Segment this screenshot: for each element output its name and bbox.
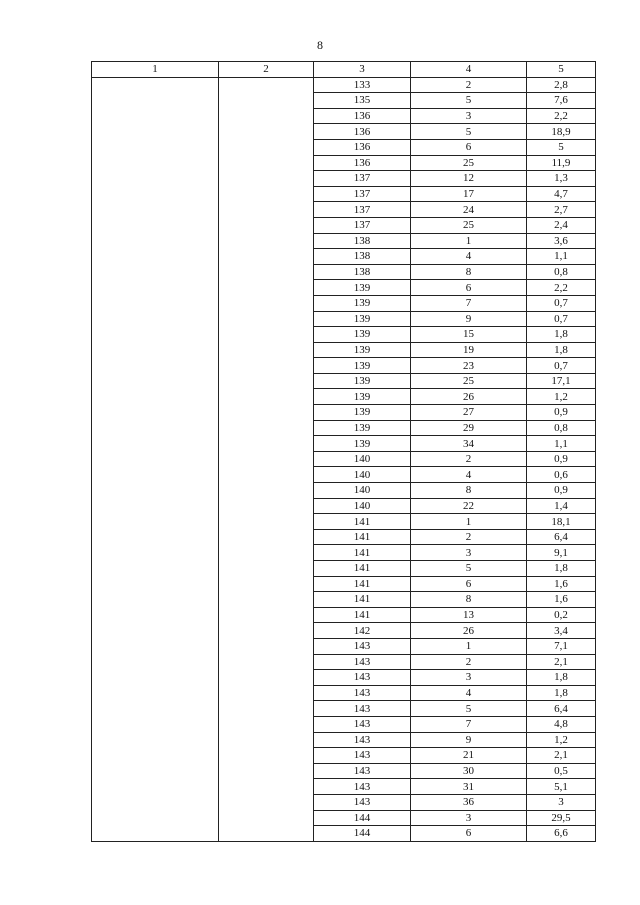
column-5-cell: 1,6 xyxy=(527,576,596,592)
column-5-cell: 5 xyxy=(527,139,596,155)
column-5-cell: 1,1 xyxy=(527,249,596,265)
column-5-cell: 2,2 xyxy=(527,280,596,296)
column-5-cell: 18,1 xyxy=(527,514,596,530)
column-5-cell: 6,4 xyxy=(527,701,596,717)
column-3-cell: 141 xyxy=(314,545,411,561)
column-4-cell: 23 xyxy=(411,358,527,374)
column-5-cell: 0,8 xyxy=(527,420,596,436)
column-4-cell: 3 xyxy=(411,670,527,686)
column-5-cell: 18,9 xyxy=(527,124,596,140)
column-3-cell: 139 xyxy=(314,295,411,311)
column-5-cell: 3,6 xyxy=(527,233,596,249)
column-3-cell: 136 xyxy=(314,155,411,171)
column-4-cell: 13 xyxy=(411,607,527,623)
column-4-cell: 6 xyxy=(411,139,527,155)
column-5-cell: 6,4 xyxy=(527,529,596,545)
column-4-cell: 5 xyxy=(411,701,527,717)
column-5-cell: 2,1 xyxy=(527,748,596,764)
column-4-cell: 2 xyxy=(411,529,527,545)
column-3-cell: 144 xyxy=(314,826,411,842)
column-3-cell: 138 xyxy=(314,264,411,280)
column-4-cell: 3 xyxy=(411,108,527,124)
column-3-cell: 136 xyxy=(314,124,411,140)
column-3-cell: 143 xyxy=(314,654,411,670)
column-4-cell: 5 xyxy=(411,561,527,577)
column-3-cell: 137 xyxy=(314,202,411,218)
column-3-cell: 141 xyxy=(314,576,411,592)
column-3-cell: 133 xyxy=(314,77,411,93)
column-3-cell: 139 xyxy=(314,405,411,421)
column-5-cell: 0,5 xyxy=(527,763,596,779)
column-4-cell: 6 xyxy=(411,576,527,592)
column-4-cell: 25 xyxy=(411,155,527,171)
column-3-cell: 140 xyxy=(314,451,411,467)
data-table-container xyxy=(91,61,595,842)
column-3-cell: 141 xyxy=(314,514,411,530)
column-4-cell: 12 xyxy=(411,171,527,187)
column-3-cell: 139 xyxy=(314,342,411,358)
column-4-cell: 29 xyxy=(411,420,527,436)
column-5-cell: 9,1 xyxy=(527,545,596,561)
column-3-cell: 141 xyxy=(314,529,411,545)
column-3-cell: 143 xyxy=(314,763,411,779)
column-5-cell: 1,8 xyxy=(527,685,596,701)
column-4-cell: 15 xyxy=(411,327,527,343)
column-5-cell: 7,6 xyxy=(527,93,596,109)
column-3-cell: 141 xyxy=(314,561,411,577)
column-header-2: 2 xyxy=(219,62,314,78)
column-5-cell: 0,7 xyxy=(527,358,596,374)
column-4-cell: 3 xyxy=(411,545,527,561)
column-3-cell: 143 xyxy=(314,748,411,764)
column-3-cell: 143 xyxy=(314,732,411,748)
column-header-4: 4 xyxy=(411,62,527,78)
column-5-cell: 1,2 xyxy=(527,389,596,405)
column-3-cell: 136 xyxy=(314,108,411,124)
column-3-cell: 143 xyxy=(314,716,411,732)
column-4-cell: 9 xyxy=(411,732,527,748)
column-4-cell: 4 xyxy=(411,249,527,265)
column-5-cell: 1,1 xyxy=(527,436,596,452)
column-4-cell: 9 xyxy=(411,311,527,327)
column-3-cell: 143 xyxy=(314,794,411,810)
column-2-cell xyxy=(219,77,314,841)
column-3-cell: 139 xyxy=(314,389,411,405)
column-5-cell: 4,8 xyxy=(527,716,596,732)
column-4-cell: 19 xyxy=(411,342,527,358)
column-4-cell: 25 xyxy=(411,217,527,233)
column-5-cell: 11,9 xyxy=(527,155,596,171)
column-5-cell: 2,1 xyxy=(527,654,596,670)
column-5-cell: 0,7 xyxy=(527,311,596,327)
column-4-cell: 2 xyxy=(411,654,527,670)
column-4-cell: 21 xyxy=(411,748,527,764)
column-4-cell: 26 xyxy=(411,389,527,405)
column-5-cell: 2,8 xyxy=(527,77,596,93)
column-3-cell: 139 xyxy=(314,358,411,374)
column-4-cell: 8 xyxy=(411,592,527,608)
column-5-cell: 1,8 xyxy=(527,670,596,686)
column-3-cell: 139 xyxy=(314,327,411,343)
column-3-cell: 141 xyxy=(314,607,411,623)
column-5-cell: 4,7 xyxy=(527,186,596,202)
column-3-cell: 140 xyxy=(314,467,411,483)
column-4-cell: 17 xyxy=(411,186,527,202)
column-3-cell: 140 xyxy=(314,483,411,499)
column-4-cell: 5 xyxy=(411,93,527,109)
column-5-cell: 0,2 xyxy=(527,607,596,623)
column-4-cell: 1 xyxy=(411,514,527,530)
column-4-cell: 36 xyxy=(411,794,527,810)
column-4-cell: 34 xyxy=(411,436,527,452)
column-3-cell: 143 xyxy=(314,670,411,686)
column-5-cell: 0,8 xyxy=(527,264,596,280)
column-3-cell: 137 xyxy=(314,186,411,202)
column-3-cell: 142 xyxy=(314,623,411,639)
column-5-cell: 6,6 xyxy=(527,826,596,842)
column-4-cell: 31 xyxy=(411,779,527,795)
column-3-cell: 143 xyxy=(314,779,411,795)
column-5-cell: 3 xyxy=(527,794,596,810)
column-3-cell: 140 xyxy=(314,498,411,514)
column-4-cell: 8 xyxy=(411,264,527,280)
column-5-cell: 1,6 xyxy=(527,592,596,608)
column-5-cell: 5,1 xyxy=(527,779,596,795)
column-3-cell: 137 xyxy=(314,171,411,187)
column-3-cell: 139 xyxy=(314,311,411,327)
column-3-cell: 143 xyxy=(314,638,411,654)
column-5-cell: 0,9 xyxy=(527,483,596,499)
column-5-cell: 1,8 xyxy=(527,342,596,358)
column-4-cell: 7 xyxy=(411,295,527,311)
data-table xyxy=(91,61,596,842)
column-5-cell: 1,2 xyxy=(527,732,596,748)
column-4-cell: 22 xyxy=(411,498,527,514)
column-4-cell: 25 xyxy=(411,373,527,389)
column-3-cell: 135 xyxy=(314,93,411,109)
column-1-cell xyxy=(92,77,219,841)
table-body xyxy=(92,77,596,841)
column-4-cell: 30 xyxy=(411,763,527,779)
column-5-cell: 17,1 xyxy=(527,373,596,389)
column-header-3: 3 xyxy=(314,62,411,78)
column-header-5: 5 xyxy=(527,62,596,78)
column-5-cell: 1,3 xyxy=(527,171,596,187)
column-3-cell: 138 xyxy=(314,249,411,265)
column-5-cell: 2,4 xyxy=(527,217,596,233)
column-5-cell: 2,2 xyxy=(527,108,596,124)
column-3-cell: 138 xyxy=(314,233,411,249)
column-5-cell: 29,5 xyxy=(527,810,596,826)
column-4-cell: 6 xyxy=(411,280,527,296)
column-3-cell: 136 xyxy=(314,139,411,155)
column-3-cell: 139 xyxy=(314,420,411,436)
column-header-1: 1 xyxy=(92,62,219,78)
column-5-cell: 0,9 xyxy=(527,451,596,467)
column-4-cell: 2 xyxy=(411,77,527,93)
column-5-cell: 2,7 xyxy=(527,202,596,218)
column-3-cell: 137 xyxy=(314,217,411,233)
column-3-cell: 139 xyxy=(314,373,411,389)
column-4-cell: 1 xyxy=(411,233,527,249)
column-3-cell: 139 xyxy=(314,280,411,296)
column-5-cell: 1,8 xyxy=(527,327,596,343)
column-4-cell: 2 xyxy=(411,451,527,467)
column-4-cell: 3 xyxy=(411,810,527,826)
column-4-cell: 8 xyxy=(411,483,527,499)
column-3-cell: 144 xyxy=(314,810,411,826)
column-3-cell: 143 xyxy=(314,701,411,717)
column-5-cell: 0,6 xyxy=(527,467,596,483)
column-4-cell: 7 xyxy=(411,716,527,732)
column-4-cell: 5 xyxy=(411,124,527,140)
column-4-cell: 6 xyxy=(411,826,527,842)
table-header-row xyxy=(92,62,596,78)
column-4-cell: 24 xyxy=(411,202,527,218)
column-5-cell: 7,1 xyxy=(527,638,596,654)
page-number: 8 xyxy=(317,38,323,52)
column-3-cell: 141 xyxy=(314,592,411,608)
column-5-cell: 1,4 xyxy=(527,498,596,514)
column-4-cell: 27 xyxy=(411,405,527,421)
column-4-cell: 4 xyxy=(411,685,527,701)
column-5-cell: 1,8 xyxy=(527,561,596,577)
column-3-cell: 139 xyxy=(314,436,411,452)
column-4-cell: 4 xyxy=(411,467,527,483)
column-5-cell: 3,4 xyxy=(527,623,596,639)
column-5-cell: 0,9 xyxy=(527,405,596,421)
column-4-cell: 26 xyxy=(411,623,527,639)
column-4-cell: 1 xyxy=(411,638,527,654)
column-3-cell: 143 xyxy=(314,685,411,701)
column-5-cell: 0,7 xyxy=(527,295,596,311)
table-row xyxy=(92,77,596,93)
